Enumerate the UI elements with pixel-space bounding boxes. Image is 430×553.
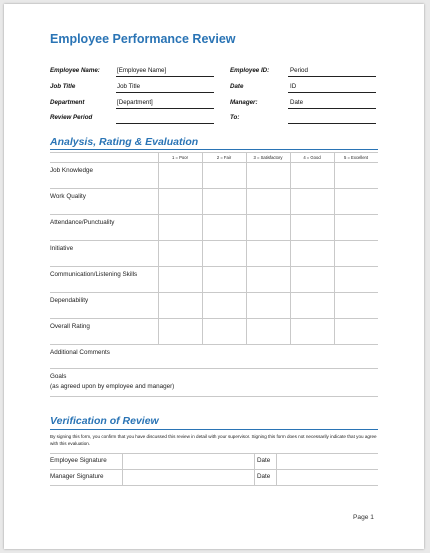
document-title: Employee Performance Review: [50, 32, 236, 46]
rating-header-satisfactory: 3 = Satisfactory: [253, 155, 283, 160]
employee-name-value[interactable]: [Employee Name]: [117, 67, 167, 74]
department-label: Department: [50, 99, 85, 106]
criteria-attendance: Attendance/Punctuality: [50, 219, 115, 226]
verification-heading: Verification of Review: [50, 415, 159, 427]
verification-heading-rule: [50, 429, 378, 430]
page-number: Page 1: [353, 514, 374, 521]
employee-signature-date-field[interactable]: [277, 454, 377, 468]
manager-value[interactable]: Date: [290, 99, 304, 106]
rating-grid: [4, 4, 424, 384]
review-period-label: Review Period: [50, 114, 93, 121]
grid-line: [290, 152, 291, 344]
employee-signature-date-label: Date: [257, 457, 271, 464]
grid-line: [334, 152, 335, 344]
additional-comments-label: Additional Comments: [50, 349, 110, 356]
employee-signature-label: Employee Signature: [50, 457, 107, 464]
criteria-job-knowledge: Job Knowledge: [50, 167, 94, 174]
grid-line: [50, 292, 378, 293]
manager-signature-label: Manager Signature: [50, 473, 104, 480]
grid-line: [50, 485, 378, 486]
grid-line: [50, 188, 378, 189]
grid-line: [50, 318, 378, 319]
department-value[interactable]: [Department]: [117, 99, 153, 106]
grid-line: [50, 266, 378, 267]
grid-line: [50, 344, 378, 345]
grid-line: [158, 152, 159, 344]
to-label: To:: [230, 114, 240, 121]
criteria-dependability: Dependability: [50, 297, 89, 304]
manager-signature-date-field[interactable]: [277, 470, 377, 484]
date-label: Date: [230, 83, 244, 90]
verification-statement: By signing this form, you confirm that you have discussed this review in detail with your supervisor. Signing this form does not necessarily indicate that you agree with this evaluation.: [50, 434, 377, 446]
manager-signature-field[interactable]: [123, 470, 254, 484]
employee-id-label: Employee ID:: [230, 67, 270, 74]
goals-note: (as agreed upon by employee and manager): [50, 383, 175, 390]
rating-header-fair: 2 = Fair: [216, 155, 232, 160]
manager-signature-date-label: Date: [257, 473, 271, 480]
date-value[interactable]: ID: [290, 83, 297, 90]
criteria-overall-rating: Overall Rating: [50, 323, 90, 330]
grid-line: [50, 214, 378, 215]
grid-line: [50, 152, 378, 153]
rating-header-poor: 1 = Poor: [172, 155, 188, 160]
goals-label: Goals: [50, 373, 67, 380]
grid-line: [50, 162, 378, 163]
grid-line: [50, 396, 378, 397]
employee-name-label: Employee Name:: [50, 67, 100, 74]
criteria-initiative: Initiative: [50, 245, 74, 252]
criteria-work-quality: Work Quality: [50, 193, 86, 200]
document-page: [4, 4, 424, 549]
manager-label: Manager:: [230, 99, 258, 106]
rating-header-good: 4 = Good: [303, 155, 321, 160]
analysis-heading: Analysis, Rating & Evaluation: [50, 136, 199, 148]
grid-line: [202, 152, 203, 344]
grid-line: [246, 152, 247, 344]
grid-line: [50, 240, 378, 241]
grid-line: [50, 368, 378, 369]
job-title-value[interactable]: Job Title: [117, 83, 141, 90]
employee-signature-field[interactable]: [123, 454, 254, 468]
criteria-communication: Communication/Listening Skills: [50, 271, 138, 278]
employee-id-value[interactable]: Period: [290, 67, 308, 74]
rating-header-excellent: 5 = Excellent: [343, 155, 369, 160]
job-title-label: Job Title: [50, 83, 76, 90]
